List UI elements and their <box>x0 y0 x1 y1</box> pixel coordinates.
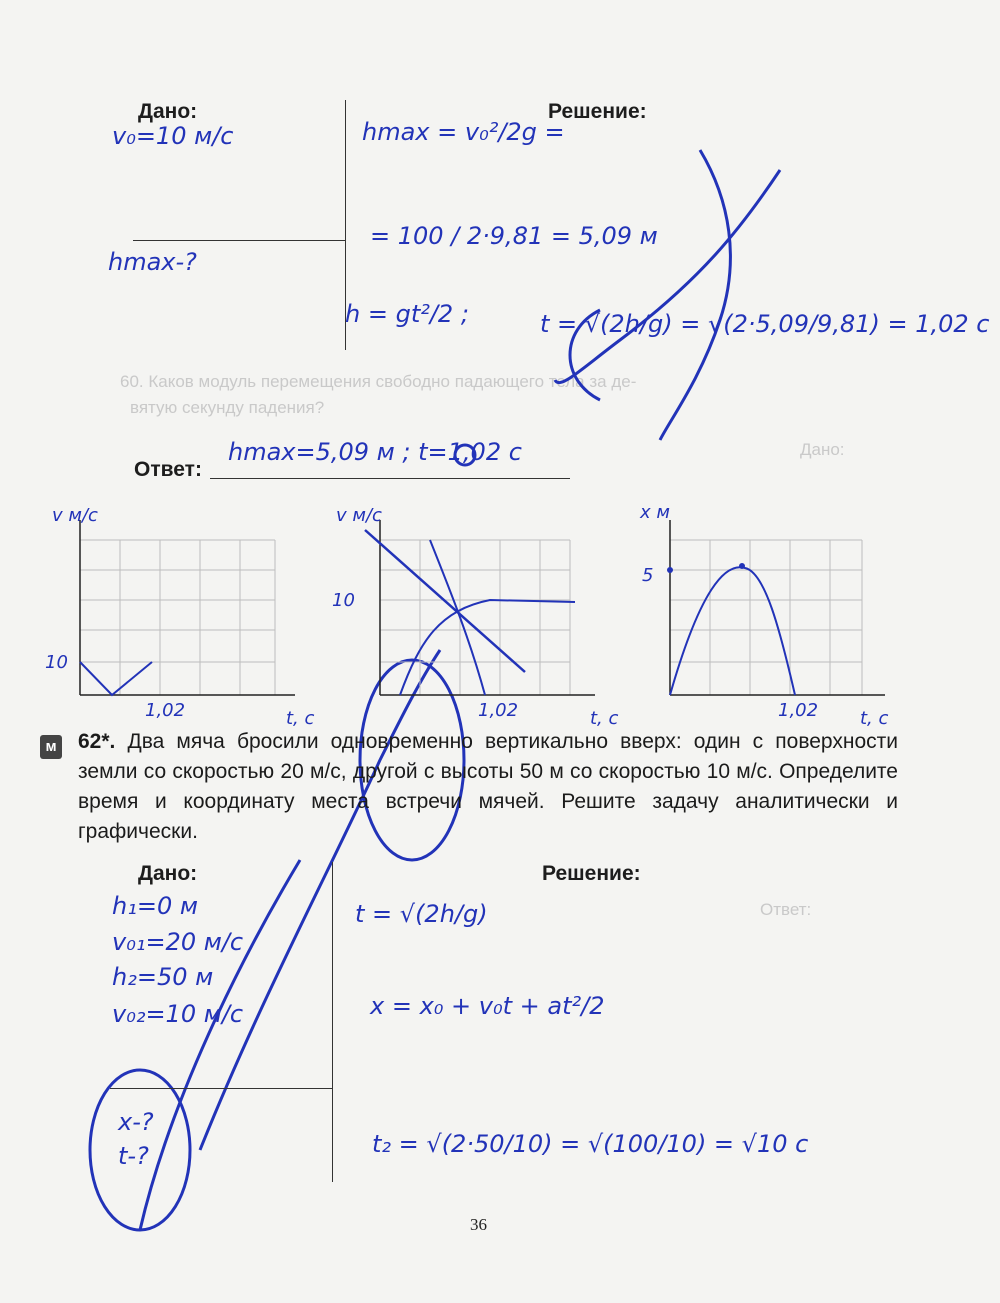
ghost-line: Дано: <box>800 440 845 459</box>
graph3-x-tick: 1,02 <box>778 700 819 721</box>
given-h1: h₁=0 м <box>112 892 198 920</box>
given-v01: v₀₁=20 м/с <box>112 928 244 956</box>
graph2-y-label: v м/с <box>336 505 382 526</box>
ink-line <box>400 600 575 695</box>
answer-value: hmax=5,09 м ; t=1,02 с <box>228 438 522 466</box>
solution-label: Решение: <box>548 100 647 123</box>
graph1-x-tick: 1,02 <box>145 700 186 721</box>
graph3-y-label: x м <box>640 502 670 523</box>
task-number: 62*. <box>78 730 116 753</box>
given-v0: v₀=10 м/с <box>112 122 234 150</box>
graph2-y-tick: 10 <box>332 590 355 611</box>
solution-line: hmax = v₀²/2g = <box>362 118 565 146</box>
solution-label-2: Решение: <box>542 862 641 885</box>
graph-velocity <box>340 500 620 730</box>
ghost-line: 60. Каков модуль перемещения свободно падающего тела за де- <box>120 372 637 391</box>
solution-line-2: x = x₀ + v₀t + at²/2 <box>370 992 605 1020</box>
given-h2: h₂=50 м <box>112 963 214 991</box>
answer-label: Ответ: <box>134 458 202 481</box>
graph-coordinate <box>630 500 920 730</box>
max-point <box>739 563 745 569</box>
given-hmax: hmax-? <box>108 248 197 276</box>
coordinate-curve <box>670 567 795 695</box>
ink-line <box>430 540 485 695</box>
given-label-2: Дано: <box>138 862 198 885</box>
graph2-x-tick: 1,02 <box>478 700 519 721</box>
task-text: Два мяча бросили одновременно вертикально вверх: один с поверхности земли со скоростью 20 м/с, другой с высоты 50 м со скоростью 10 м/с. Определите время и координату места встречи мячей. Решите задачу аналитически и графически. <box>78 730 899 843</box>
solution-line: = 100 / 2·9,81 = 5,09 м <box>370 222 658 250</box>
graph-velocity-projection <box>40 500 320 730</box>
task-badge: м <box>40 735 62 759</box>
solution-line-2: t₂ = √(2·50/10) = √(100/10) = √10 с <box>372 1130 809 1158</box>
divider-vertical-2 <box>332 862 333 1182</box>
given-t: t-? <box>118 1142 149 1170</box>
graph2-x-label: t, с <box>590 708 619 729</box>
ghost-line: Ответ: <box>760 900 812 919</box>
solution-line-2: t = √(2h/g) <box>355 900 488 928</box>
graph3-x-label: t, с <box>860 708 889 729</box>
graph1-y-tick: 10 <box>45 652 68 673</box>
velocity-curve <box>80 662 152 695</box>
ghost-line: вятую секунду падения? <box>130 398 325 417</box>
solution-line: h = gt²/2 ; <box>345 300 469 328</box>
grid <box>80 540 275 695</box>
grid <box>670 540 862 695</box>
task-62 <box>78 727 898 847</box>
given-x: x-? <box>118 1108 154 1136</box>
graph3-y-tick: 5 <box>642 565 654 586</box>
graph1-y-label: v м/с <box>52 505 98 526</box>
solution-line: t = √(2h/g) = √(2·5,09/9,81) = 1,02 с <box>540 310 990 338</box>
page-number: 36 <box>470 1215 487 1234</box>
given-v02: v₀₂=10 м/с <box>112 1000 244 1028</box>
divider-given-2 <box>110 1088 332 1089</box>
tick-point <box>667 567 673 573</box>
given-label: Дано: <box>138 100 198 123</box>
graph1-x-label: t, с <box>286 708 315 729</box>
